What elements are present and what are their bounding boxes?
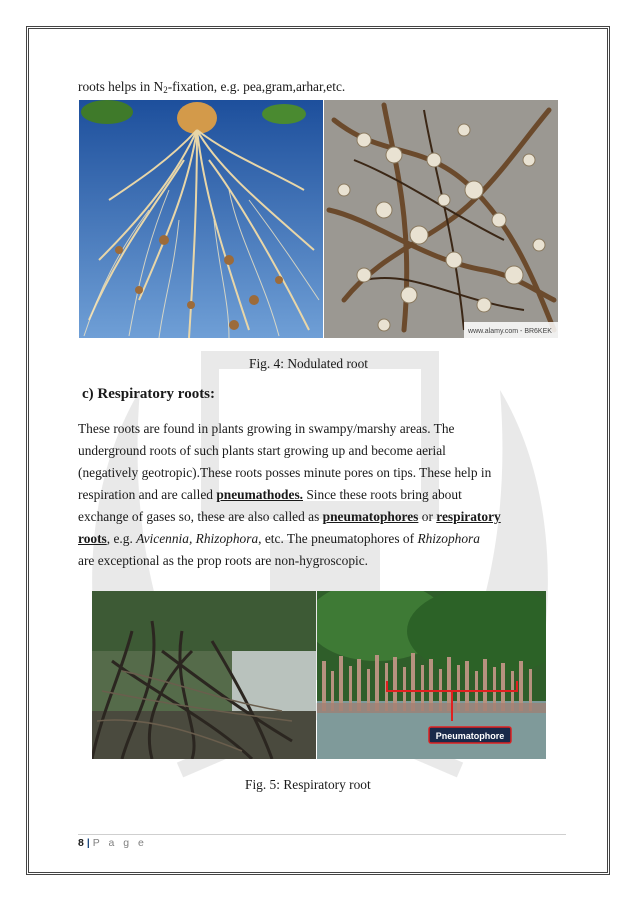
page-word: P a g e — [92, 837, 147, 849]
para-line-7: are exceptional as the prop roots are non-hygroscopic. — [78, 553, 369, 568]
intro-text: roots helps in N — [78, 79, 164, 94]
term-pneumatophores: pneumatophores — [322, 509, 419, 524]
nodulated-root-photo-left — [79, 100, 323, 338]
text: exchange of gases so, these are also called as — [78, 509, 323, 524]
intro-text-end: -fixation, e.g. pea,gram,arhar,etc. — [167, 79, 346, 94]
text: , etc. The pneumatophores of — [258, 531, 418, 546]
pneumatophore-photo-right — [317, 591, 546, 759]
photo-credit: www.alamy.com - BR6KEK — [468, 328, 552, 335]
subscript: 2 — [163, 85, 168, 95]
species-rhizophora: Rhizophora — [417, 531, 480, 546]
section-heading: c) Respiratory roots: — [82, 386, 216, 402]
para-line-2: underground roots of such plants start growing up and become aerial — [78, 443, 446, 458]
intro-line — [78, 76, 345, 101]
footer-rule — [78, 834, 566, 835]
nodulated-root-photo-right — [324, 100, 558, 338]
pneumatophore-label: Pneumatophore — [435, 731, 505, 741]
footer-separator: | — [86, 837, 90, 849]
para-line-1: These roots are found in plants growing in swampy/marshy areas. The — [78, 421, 455, 436]
fig5-caption: Fig. 5: Respiratory root — [245, 777, 371, 792]
para-line-3: (negatively geotropic).These roots posses minute pores on tips. These help in — [78, 465, 492, 480]
mangrove-photo-left — [92, 591, 316, 759]
para-line-5 — [78, 506, 501, 528]
text: or — [418, 509, 437, 524]
term-roots: roots — [78, 531, 107, 546]
text: , e.g. — [106, 531, 137, 546]
text: Since these roots bring about — [303, 487, 462, 502]
para-line-6 — [78, 528, 480, 550]
page-footer — [78, 837, 147, 849]
species-names: Avicennia, Rhizophora — [136, 531, 259, 546]
page-number: 8 — [78, 837, 84, 849]
fig4-caption: Fig. 4: Nodulated root — [249, 356, 369, 371]
term-pneumathodes: pneumathodes. — [216, 487, 303, 502]
para-line-4 — [78, 484, 462, 506]
text: respiration and are called — [78, 487, 217, 502]
term-respiratory: respiratory — [436, 509, 501, 524]
